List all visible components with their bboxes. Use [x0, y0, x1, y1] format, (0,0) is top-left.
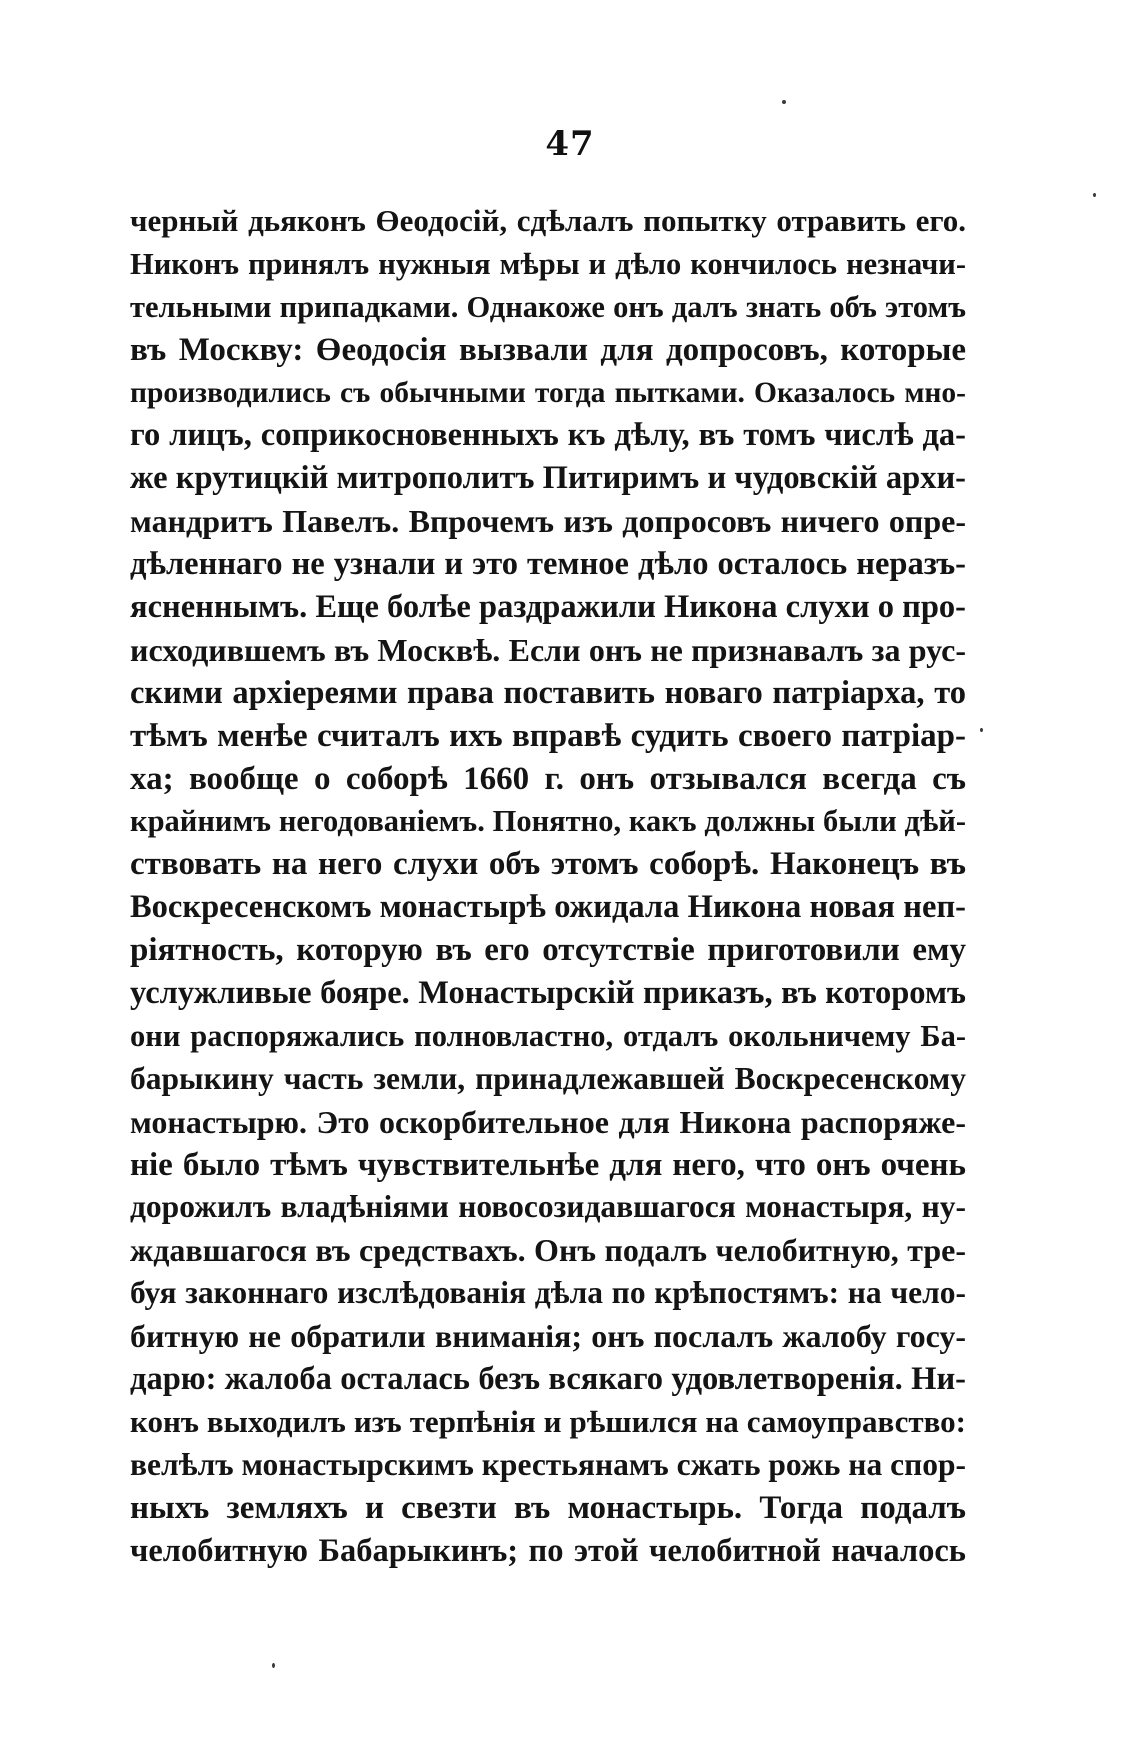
text-line: ждавшагося въ средствахъ. Онъ подалъ челобитную, тре-	[130, 1232, 966, 1269]
text-line: ха; вообще о соборѣ 1660 г. онъ отзывался всегда съ	[130, 760, 966, 797]
page-number: 47	[545, 124, 595, 164]
text-line: буя законнаго изслѣдованія дѣла по крѣпостямъ: на чело-	[130, 1275, 966, 1311]
text-line: же крутицкій митрополитъ Питиримъ и чудовскій архи-	[130, 460, 966, 497]
text-line: крайнимъ негодованіемъ. Понятно, какъ должны были дѣй-	[130, 804, 966, 839]
text-line: ясненнымъ. Еще болѣе раздражили Никона слухи о про-	[130, 589, 966, 626]
text-line: го лицъ, соприкосновенныхъ къ дѣлу, въ томъ числѣ да-	[130, 417, 966, 454]
text-line: ствовать на него слухи объ этомъ соборѣ. Наконецъ въ	[130, 846, 966, 883]
scan-speck	[782, 100, 786, 104]
text-line: конъ выходилъ изъ терпѣнія и рѣшился на самоуправство:	[130, 1403, 966, 1439]
scan-speck	[980, 728, 983, 732]
text-line: битную не обратили вниманія; онъ послалъ жалобу госу-	[130, 1318, 966, 1355]
text-line: дарю: жалоба осталась безъ всякаго удовлетворенія. Ни-	[130, 1361, 966, 1398]
text-line: исходившемъ въ Москвѣ. Если онъ не признавалъ за рус-	[130, 631, 966, 668]
text-line: въ Москву: Өеодосія вызвали для допросовъ, которые	[130, 331, 966, 368]
text-line: ріятность, которую въ его отсутствіе приготовили ему	[130, 932, 966, 969]
body-text	[130, 200, 966, 1573]
text-line: производились съ обычными тогда пытками. Оказалось мно-	[130, 376, 966, 409]
text-line: тельными припадками. Однакоже онъ далъ знать объ этомъ	[130, 289, 966, 324]
text-line: скими архіереями права поставить новаго патріарха, то	[130, 674, 966, 711]
text-line: дѣленнаго не узнали и это темное дѣло осталось неразъ-	[130, 546, 966, 583]
text-line: мандритъ Павелъ. Впрочемъ изъ допросовъ ничего опре-	[130, 503, 966, 540]
text-line: черный дьяконъ Өеодосій, сдѣлалъ попытку отравить его.	[130, 203, 966, 238]
text-line: ныхъ земляхъ и свезти въ монастырь. Тогда подалъ	[130, 1489, 966, 1526]
text-line: они распоряжались полновластно, отдалъ окольничему Ба-	[130, 1018, 966, 1053]
text-line: велѣлъ монастырскимъ крестьянамъ сжать рожь на спор-	[130, 1446, 966, 1482]
text-line: дорожилъ владѣніями новосозидавшагося монастыря, ну-	[130, 1189, 966, 1225]
text-line: монастырю. Это оскорбительное для Никона распоряже-	[130, 1103, 966, 1140]
text-line: ніе было тѣмъ чувствительнѣе для него, что онъ очень	[130, 1146, 966, 1183]
text-line: Воскресенскомъ монастырѣ ожидала Никона новая неп-	[130, 889, 966, 926]
text-line: услужливые бояре. Монастырскій приказъ, въ которомъ	[130, 975, 966, 1012]
text-line: барыкину часть земли, принадлежавшей Воскресенскому	[130, 1060, 966, 1096]
text-line: челобитную Бабарыкинъ; по этой челобитной началось	[130, 1532, 966, 1569]
text-line: тѣмъ менѣе считалъ ихъ вправѣ судить своего патріар-	[130, 717, 966, 754]
text-line: Никонъ принялъ нужныя мѣры и дѣло кончилось незначи-	[130, 246, 966, 281]
scan-speck	[1093, 193, 1096, 197]
scan-speck	[272, 1663, 275, 1668]
